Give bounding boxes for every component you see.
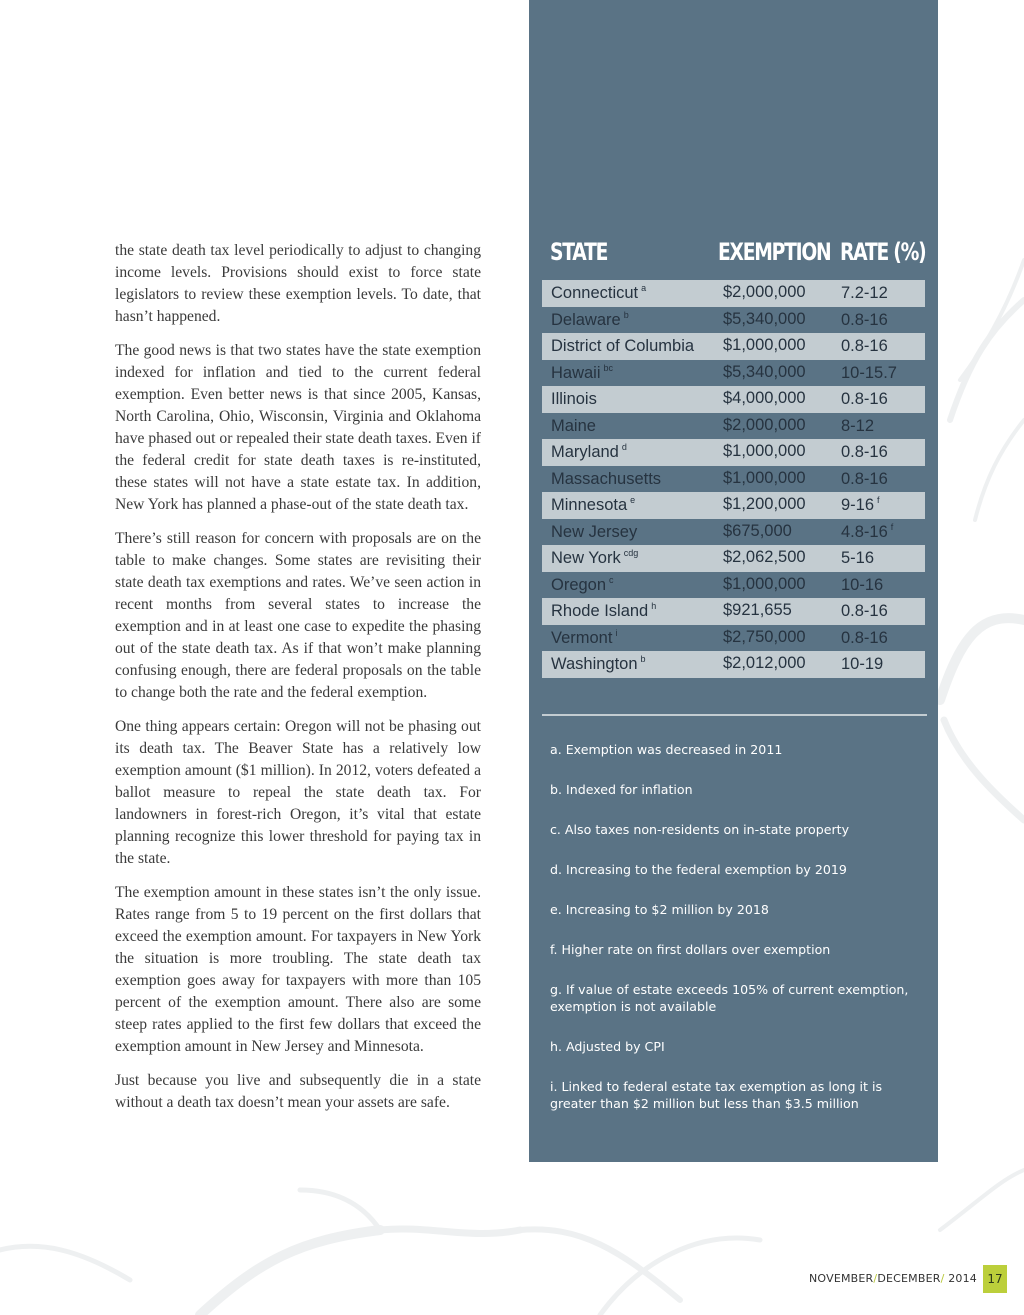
exemption-cell: $1,000,000 (723, 468, 806, 487)
table-row (542, 519, 925, 546)
rate-cell: 8-12 (841, 416, 875, 435)
footnotes (550, 741, 910, 1135)
rate-cell: 9-16 $^f$ (841, 495, 880, 514)
footnote: f. Higher rate on first dollars over exemption (550, 942, 831, 957)
table-row (542, 360, 925, 387)
exemption-cell: $1,000,000 (723, 336, 806, 354)
rate-cell: 10-15.7 (841, 363, 897, 382)
rate-cell: 7.2-12 (841, 284, 888, 302)
header-exemption: EXEMPTION (718, 238, 831, 266)
rate-cell: 10-16 (841, 575, 884, 594)
page-number: 17 (983, 1265, 1007, 1293)
exemption-cell: $2,000,000 (723, 283, 806, 301)
exemption-cell: $1,000,000 (723, 574, 806, 593)
table-row (542, 386, 925, 413)
rate-cell: 0.8-16 (841, 443, 888, 461)
table-header (529, 238, 938, 274)
sidebar-panel (529, 0, 938, 1162)
exemption-cell: $921,655 (723, 601, 792, 619)
rate-cell: 4.8-16 $^f$ (841, 521, 894, 541)
state-cell: District of Columbia (551, 337, 695, 355)
rate-cell: 0.8-16 (841, 628, 888, 647)
footnote: i. Linked to federal estate tax exemption as long it is greater than $2 million but less than $3.5 million (550, 1079, 883, 1111)
table-row (542, 466, 925, 493)
article-paragraph: Just because you live and subsequently die in a state without a death tax doesn’t mean your assets are safe. (115, 1072, 481, 1111)
header-rate: RATE (%) (840, 238, 926, 266)
article-paragraph: The good news is that two states have the state exemption indexed for inflation and tied to the current federal exemption. Even better news is that since 2005, Kansas, North Carolina, Ohio, Wisconsin, Virginia and Oklahoma have phased out or repealed their state death taxes. Even if the federal credit for state death taxes is re-instituted, these states will not have a state estate tax. In addition, New York has planned a phase-out of the state death tax. (115, 342, 481, 513)
footnote: h. Adjusted by CPI (550, 1039, 665, 1054)
rate-cell: 0.8-16 (841, 469, 888, 488)
state-cell: Connecticut $^a$ (551, 283, 647, 302)
table-row (542, 651, 925, 678)
article-paragraph: There’s still reason for concern with proposals are on the table to make changes. Some states are revisiting their state death tax exemptions and rates. We’ve seen action in recent months from several states to increase the exemption and in at least one case to expedite the phasing out of the state death tax. As if that won’t make planning confusing enough, there are federal proposals on the table to change both the rate and the federal exemption. (115, 530, 481, 701)
rate-cell: 0.8-16 (841, 337, 888, 355)
exemption-cell: $2,750,000 (723, 627, 806, 646)
footnote: d. Increasing to the federal exemption by 2019 (550, 862, 847, 877)
state-cell: Massachusetts (551, 469, 662, 488)
footnote: b. Indexed for inflation (550, 782, 693, 797)
state-cell: Delaware $^b$ (551, 309, 629, 329)
table-row (542, 307, 925, 334)
table-row (542, 598, 925, 625)
rate-cell: 0.8-16 (841, 310, 888, 329)
state-cell: Vermont $^i$ (551, 627, 618, 647)
footnote: e. Increasing to $2 million by 2018 (550, 902, 769, 917)
header-state: STATE (550, 238, 608, 266)
state-cell: Rhode Island $^h$ (551, 601, 657, 620)
state-cell: Minnesota $^e$ (551, 495, 636, 514)
state-cell: Hawaii $^{bc}$ (551, 362, 614, 382)
table-row (542, 625, 925, 652)
article-paragraph: One thing appears certain: Oregon will not be phasing out its death tax. The Beaver State has a relatively low exemption amount ($1 million). In 2012, voters defeated a ballot measure to repeal the state death tax. For landowners in forest-rich Oregon, it’s vital that estate planning recognize this lower threshold for paying tax in the state. (115, 718, 481, 867)
article-body (115, 240, 481, 1126)
exemption-cell: $1,000,000 (723, 442, 806, 460)
state-cell: Oregon $^c$ (551, 574, 614, 594)
exemption-cell: $2,062,500 (723, 548, 806, 566)
exemption-cell: $4,000,000 (723, 389, 806, 407)
exemption-cell: $2,012,000 (723, 654, 806, 672)
rate-cell: 0.8-16 (841, 602, 888, 620)
table-row (542, 439, 925, 466)
footnote: c. Also taxes non-residents on in-state property (550, 822, 850, 837)
state-cell: New York $^{cdg}$ (551, 548, 639, 567)
table-row (542, 280, 925, 307)
table-row (542, 492, 925, 519)
footnote: g. If value of estate exceeds 105% of current exemption, exemption is not available (550, 982, 909, 1014)
table-row (542, 545, 925, 572)
exemption-cell: $5,340,000 (723, 309, 806, 328)
state-cell: Illinois (551, 390, 597, 408)
exemption-cell: $1,200,000 (723, 495, 806, 513)
rate-cell: 5-16 (841, 549, 875, 567)
state-cell: Washington $^b$ (551, 654, 646, 673)
exemption-cell: $2,000,000 (723, 415, 806, 434)
table-row (542, 333, 925, 360)
state-cell: Maine (551, 416, 596, 435)
table-row (542, 413, 925, 440)
state-tax-table (542, 280, 925, 678)
table-row (542, 572, 925, 599)
issue-date: NOVEMBER/DECEMBER/ 2014 (809, 1272, 978, 1285)
footnote: a. Exemption was decreased in 2011 (550, 742, 783, 757)
state-cell: New Jersey (551, 522, 638, 541)
table-divider (542, 714, 927, 716)
rate-cell: 10-19 (841, 655, 884, 673)
exemption-cell: $675,000 (723, 521, 792, 540)
article-paragraph: the state death tax level periodically to adjust to changing income levels. Provisions should exist to force state legislators to review these exemption levels. To date, that hasn’t happened. (115, 242, 481, 325)
state-cell: Maryland $^d$ (551, 442, 627, 461)
article-paragraph: The exemption amount in these states isn’t the only issue. Rates range from 5 to 19 percent on the first dollars that exceed the exemption amount. For taxpayers in New York the situation is more troubling. The state death tax exemption goes away for taxpayers with more than 105 percent of the exemption amount. There also are some steep rates applied to the first few dollars that exceed the exemption amount in New Jersey and Minnesota. (115, 884, 481, 1055)
rate-cell: 0.8-16 (841, 390, 888, 408)
exemption-cell: $5,340,000 (723, 362, 806, 381)
